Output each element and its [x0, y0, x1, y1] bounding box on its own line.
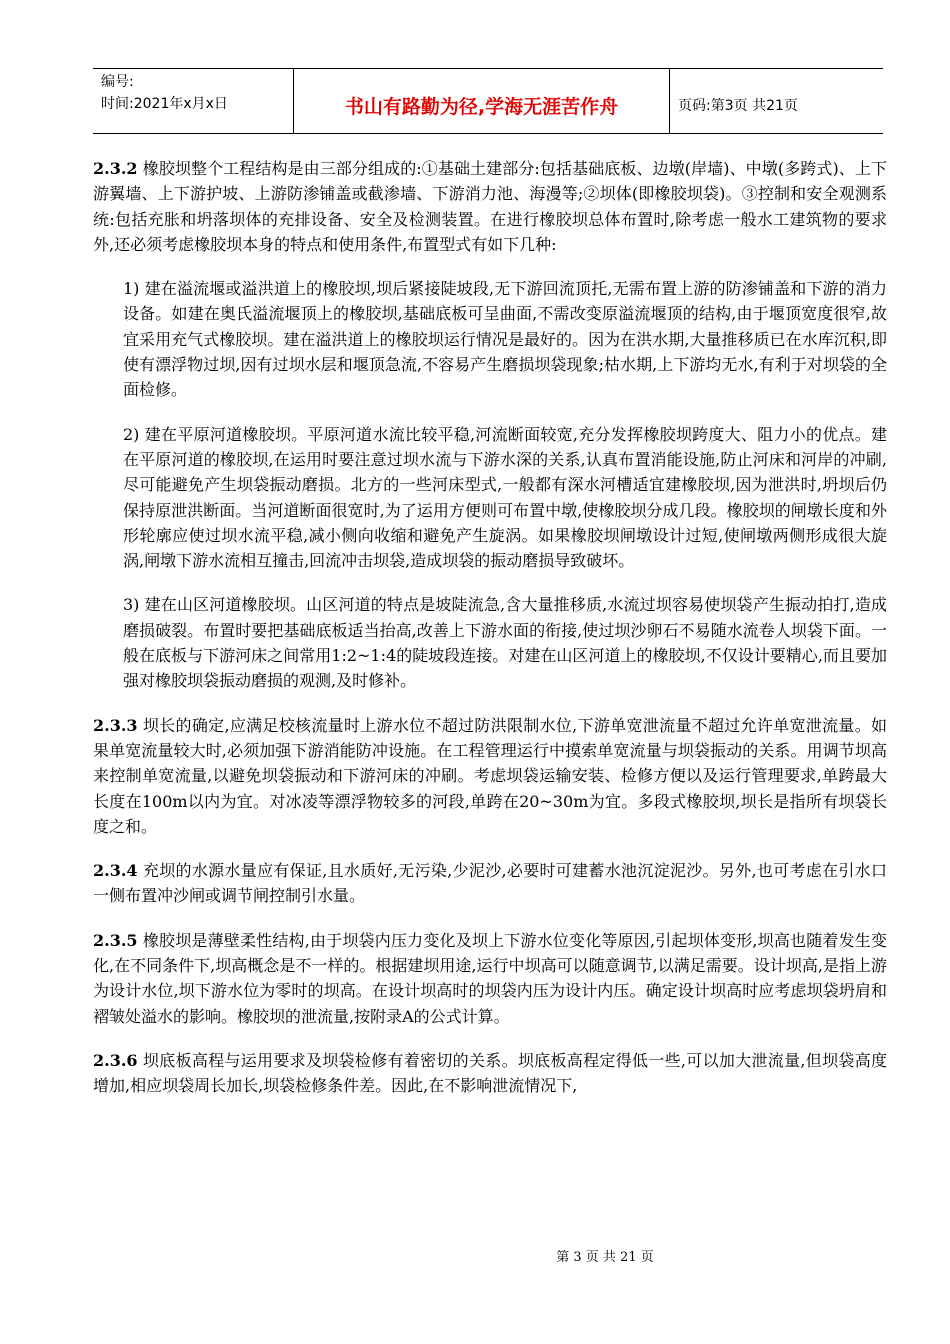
list-item-2: [93, 422, 887, 574]
header-page-label: 页码:第3页 共21页: [678, 98, 798, 114]
section-text: 橡胶坝整个工程结构是由三部分组成的:①基础土建部分:包括基础底板、边墩(岸墙)、中墩(多跨式)、上下游翼墙、上下游护坡、上游防渗铺盖或截渗墙、下游消力池、海漫等;②坝体(即橡胶坝袋)。③控制和安全观测系统:包括充胀和坍落坝体的充排设备、安全及检测装置。在进行橡胶坝总体布置时,除考虑一般水工建筑物的要求外,还必须考虑橡胶坝本身的特点和使用条件,布置型式有如下几种:: [93, 159, 887, 254]
list-text: 建在溢流堰或溢洪道上的橡胶坝,坝后紧接陡坡段,无下游回流顶托,无需布置上游的防渗铺盖和下游的消力设备。如建在奥氏溢流堰顶上的橡胶坝,基础底板可呈曲面,不需改变原溢流堰顶的结构,由于堰顶宽度很窄,故宜采用充气式橡胶坝。建在溢洪道上的橡胶坝运行情况是最好的。因为在洪水期,大量推移质已在水库沉积,即使有漂浮物过坝,因有过坝水层和堰顶急流,不容易产生磨损坝袋现象;枯水期,上下游均无水,有利于对坝袋的全面检修。: [123, 279, 887, 400]
section-2-3-4: [93, 858, 887, 909]
list-item-1: [93, 276, 887, 402]
section-2-3-2: [93, 156, 887, 257]
section-number: 2.3.4: [93, 861, 138, 881]
section-number: 2.3.6: [93, 1050, 138, 1070]
section-text: 充坝的水源水量应有保证,且水质好,无污染,少泥沙,必要时可建蓄水池沉淀泥沙。另外,也可考虑在引水口一侧布置冲沙闸或调节闸控制引水量。: [93, 861, 887, 906]
section-number: 2.3.2: [93, 159, 138, 178]
section-2-3-3: [93, 713, 887, 839]
list-text: 建在山区河道橡胶坝。山区河道的特点是坡陡流急,含大量推移质,水流过坝容易使坝袋产生振动拍打,造成磨损破裂。布置时要把基础底板适当抬高,改善上下游水面的衔接,使过坝沙卵石不易随水流卷人坝袋下面。一般在底板与下游河床之间常用1:2~1:4的陡坡段连接。对建在山区河道上的橡胶坝,不仅设计要精心,而且要加强对橡胶坝袋振动磨损的观测,及时修补。: [123, 595, 887, 691]
section-text: 橡胶坝是薄壁柔性结构,由于坝袋内压力变化及坝上下游水位变化等原因,引起坝体变形,坝高也随着发生变化,在不同条件下,坝高概念是不一样的。根据建坝用途,运行中坝高可以随意调节,以满足需要。设计坝高,是指上游为设计水位,坝下游水位为零时的坝高。在设计坝高时的坝袋内压为设计内压。确定设计坝高时应考虑坝袋坍肩和褶皱处溢水的影响。橡胶坝的泄流量,按附录A的公式计算。: [93, 930, 887, 1026]
page-header: [93, 68, 883, 134]
section-2-3-6: [93, 1048, 887, 1099]
page-footer: 第 3 页 共 21 页: [556, 1250, 654, 1265]
section-text: 坝长的确定,应满足校核流量时上游水位不超过防洪限制水位,下游单宽泄流量不超过允许单宽泄流量。如果单宽流量较大时,必须加强下游消能防冲设施。在工程管理运行中摸索单宽流量与坝袋振动的关系。用调节坝高来控制单宽流量,以避免坝袋振动和下游河床的冲刷。考虑坝袋运输安装、检修方便以及运行管理要求,单跨最大长度在100m以内为宜。对冰凌等漂浮物较多的河段,单跨在20~30m为宜。多段式橡胶坝,坝长是指所有坝袋长度之和。: [93, 715, 887, 836]
list-item-3: [93, 592, 887, 693]
time-label: 时间:2021年x月x日: [101, 96, 228, 112]
header-motto: 书山有路勤为径,学海无涯苦作舟: [294, 69, 670, 133]
list-text: 建在平原河道橡胶坝。平原河道水流比较平稳,河流断面较宽,充分发挥橡胶坝跨度大、阻力小的优点。建在平原河道的橡胶坝,在运用时要注意过坝水流与下游水深的关系,认真布置消能设施,防止河床和河岸的冲刷,尽可能避免产生坝袋振动磨损。北方的一些河床型式,一般都有深水河槽适宜建橡胶坝,因为泄洪时,坍坝后仍保持原泄洪断面。当河道断面很宽时,为了运用方便则可布置中墩,使橡胶坝分成几段。橡胶坝的闸墩长度和外形轮廓应使过坝水流平稳,减小侧向收缩和避免产生旋涡。如果橡胶坝闸墩设计过短,使闸墩两侧形成很大旋涡,闸墩下游水流相互撞击,回流冲击坝袋,造成坝袋的振动磨损导致破坏。: [123, 424, 887, 571]
section-number: 2.3.3: [93, 715, 138, 735]
code-label: 编号:: [101, 74, 134, 90]
list-number: 2): [123, 424, 140, 444]
header-info-cell: [93, 69, 294, 133]
section-text: 坝底板高程与运用要求及坝袋检修有着密切的关系。坝底板高程定得低一些,可以加大泄流量,但坝袋高度增加,相应坝袋周长加长,坝袋检修条件差。因此,在不影响泄流情况下,: [93, 1050, 887, 1096]
document-body: [93, 156, 887, 1099]
section-2-3-5: [93, 928, 887, 1029]
section-number: 2.3.5: [93, 930, 138, 950]
list-number: 1): [123, 279, 140, 299]
list-number: 3): [123, 595, 140, 615]
